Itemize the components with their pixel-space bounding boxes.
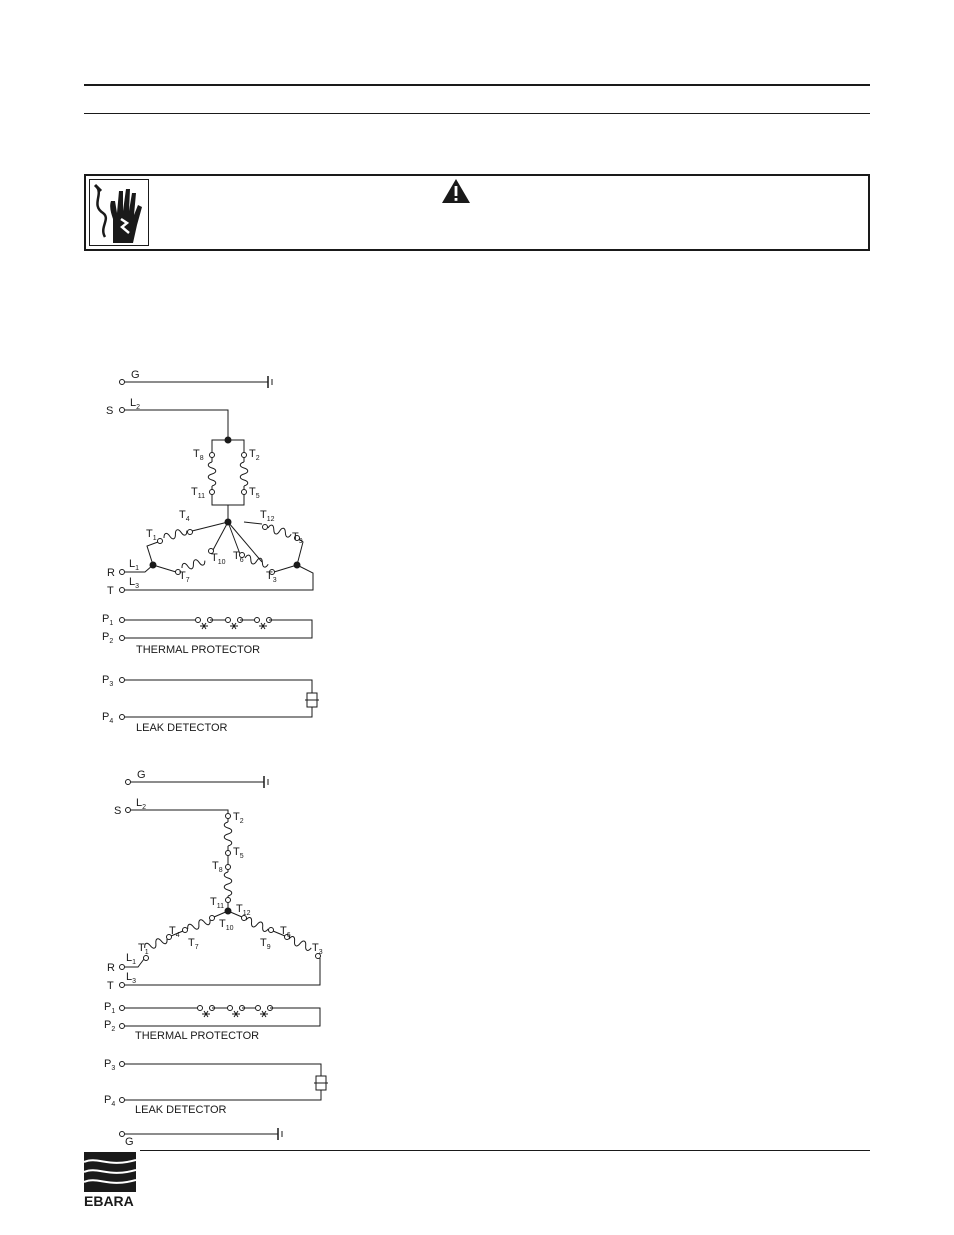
svg-text:P1: $P_1$	[104, 1001, 116, 1015]
wye-wiring-diagram	[120, 776, 329, 1140]
delta-wiring-diagram	[120, 376, 320, 720]
delta-wiring-labels	[102, 369, 303, 734]
svg-text:T2: $T_2$	[249, 448, 260, 462]
svg-text:T8: $T_8$	[193, 448, 204, 462]
svg-text:P3: $P_3$	[104, 1058, 116, 1072]
svg-text:T1: $T_1$	[146, 528, 157, 542]
svg-text:T5: $T_5$	[249, 486, 260, 500]
leak-detector-label: LEAK DETECTOR	[136, 722, 228, 734]
svg-text:P4: $P_4$	[102, 711, 114, 725]
svg-text:T10: $T_{10}$	[219, 918, 234, 932]
svg-text:L3: $L_3$	[129, 576, 140, 590]
svg-text:T6: $T_6$	[280, 925, 291, 939]
thermal-protector-label: THERMAL PROTECTOR	[136, 644, 261, 656]
svg-text:S: S	[114, 805, 122, 817]
svg-text:T10: $T_{10}$	[211, 552, 226, 566]
svg-text:T7: $T_7$	[188, 937, 199, 951]
svg-text:P2: $P_2$	[104, 1019, 116, 1033]
terminal-r-label: R	[107, 567, 115, 579]
svg-text:L2: $L_2$	[130, 397, 141, 411]
svg-text:T2: $T_2$	[233, 811, 244, 825]
svg-text:G: G	[125, 1136, 134, 1148]
svg-text:T: T	[107, 980, 114, 992]
svg-text:G: G	[137, 769, 146, 781]
svg-text:T8: $T_8$	[212, 860, 223, 874]
svg-text:LEAK DETECTOR: LEAK DETECTOR	[135, 1104, 227, 1116]
svg-text:T9: $T_9$	[260, 937, 271, 951]
ground-label: G	[131, 369, 140, 381]
svg-text:T12: $T_{12}$	[260, 509, 275, 523]
svg-text:T1: $T_1$	[138, 942, 149, 956]
svg-text:T11: $T_{11}$	[191, 486, 206, 500]
footer-rule	[140, 1150, 870, 1151]
ebara-logo	[84, 1152, 136, 1208]
svg-text:T6: $T_6$	[233, 550, 244, 564]
svg-text:L2: $L_2$	[136, 797, 147, 811]
wye-wiring-labels	[104, 769, 323, 1148]
svg-text:P3: $P_3$	[102, 674, 114, 688]
svg-text:T4: $T_4$	[179, 509, 190, 523]
svg-text:L3: $L_3$	[126, 971, 137, 985]
svg-text:EBARA: EBARA	[84, 1193, 134, 1208]
svg-text:L1: $L_1$	[129, 558, 140, 572]
svg-text:P2: $P_2$	[102, 631, 114, 645]
svg-text:T3: $T_3$	[312, 942, 323, 956]
terminal-t-label: T	[107, 585, 114, 597]
svg-text:THERMAL PROTECTOR: THERMAL PROTECTOR	[135, 1030, 260, 1042]
terminal-s-label: S	[106, 405, 114, 417]
svg-text:P4: $P_4$	[104, 1094, 116, 1108]
svg-text:T11: $T_{11}$	[210, 896, 225, 910]
svg-text:T12: $T_{12}$	[236, 903, 251, 917]
svg-text:T5: $T_5$	[233, 846, 244, 860]
svg-text:R: R	[107, 962, 115, 974]
svg-text:T9: $T_9$	[292, 531, 303, 545]
svg-text:T4: $T_4$	[169, 925, 180, 939]
svg-text:T7: $T_7$	[179, 570, 190, 584]
svg-text:P1: $P_1$	[102, 613, 114, 627]
svg-text:T3: $T_3$	[266, 570, 277, 584]
svg-text:L1: $L_1$	[126, 952, 137, 966]
